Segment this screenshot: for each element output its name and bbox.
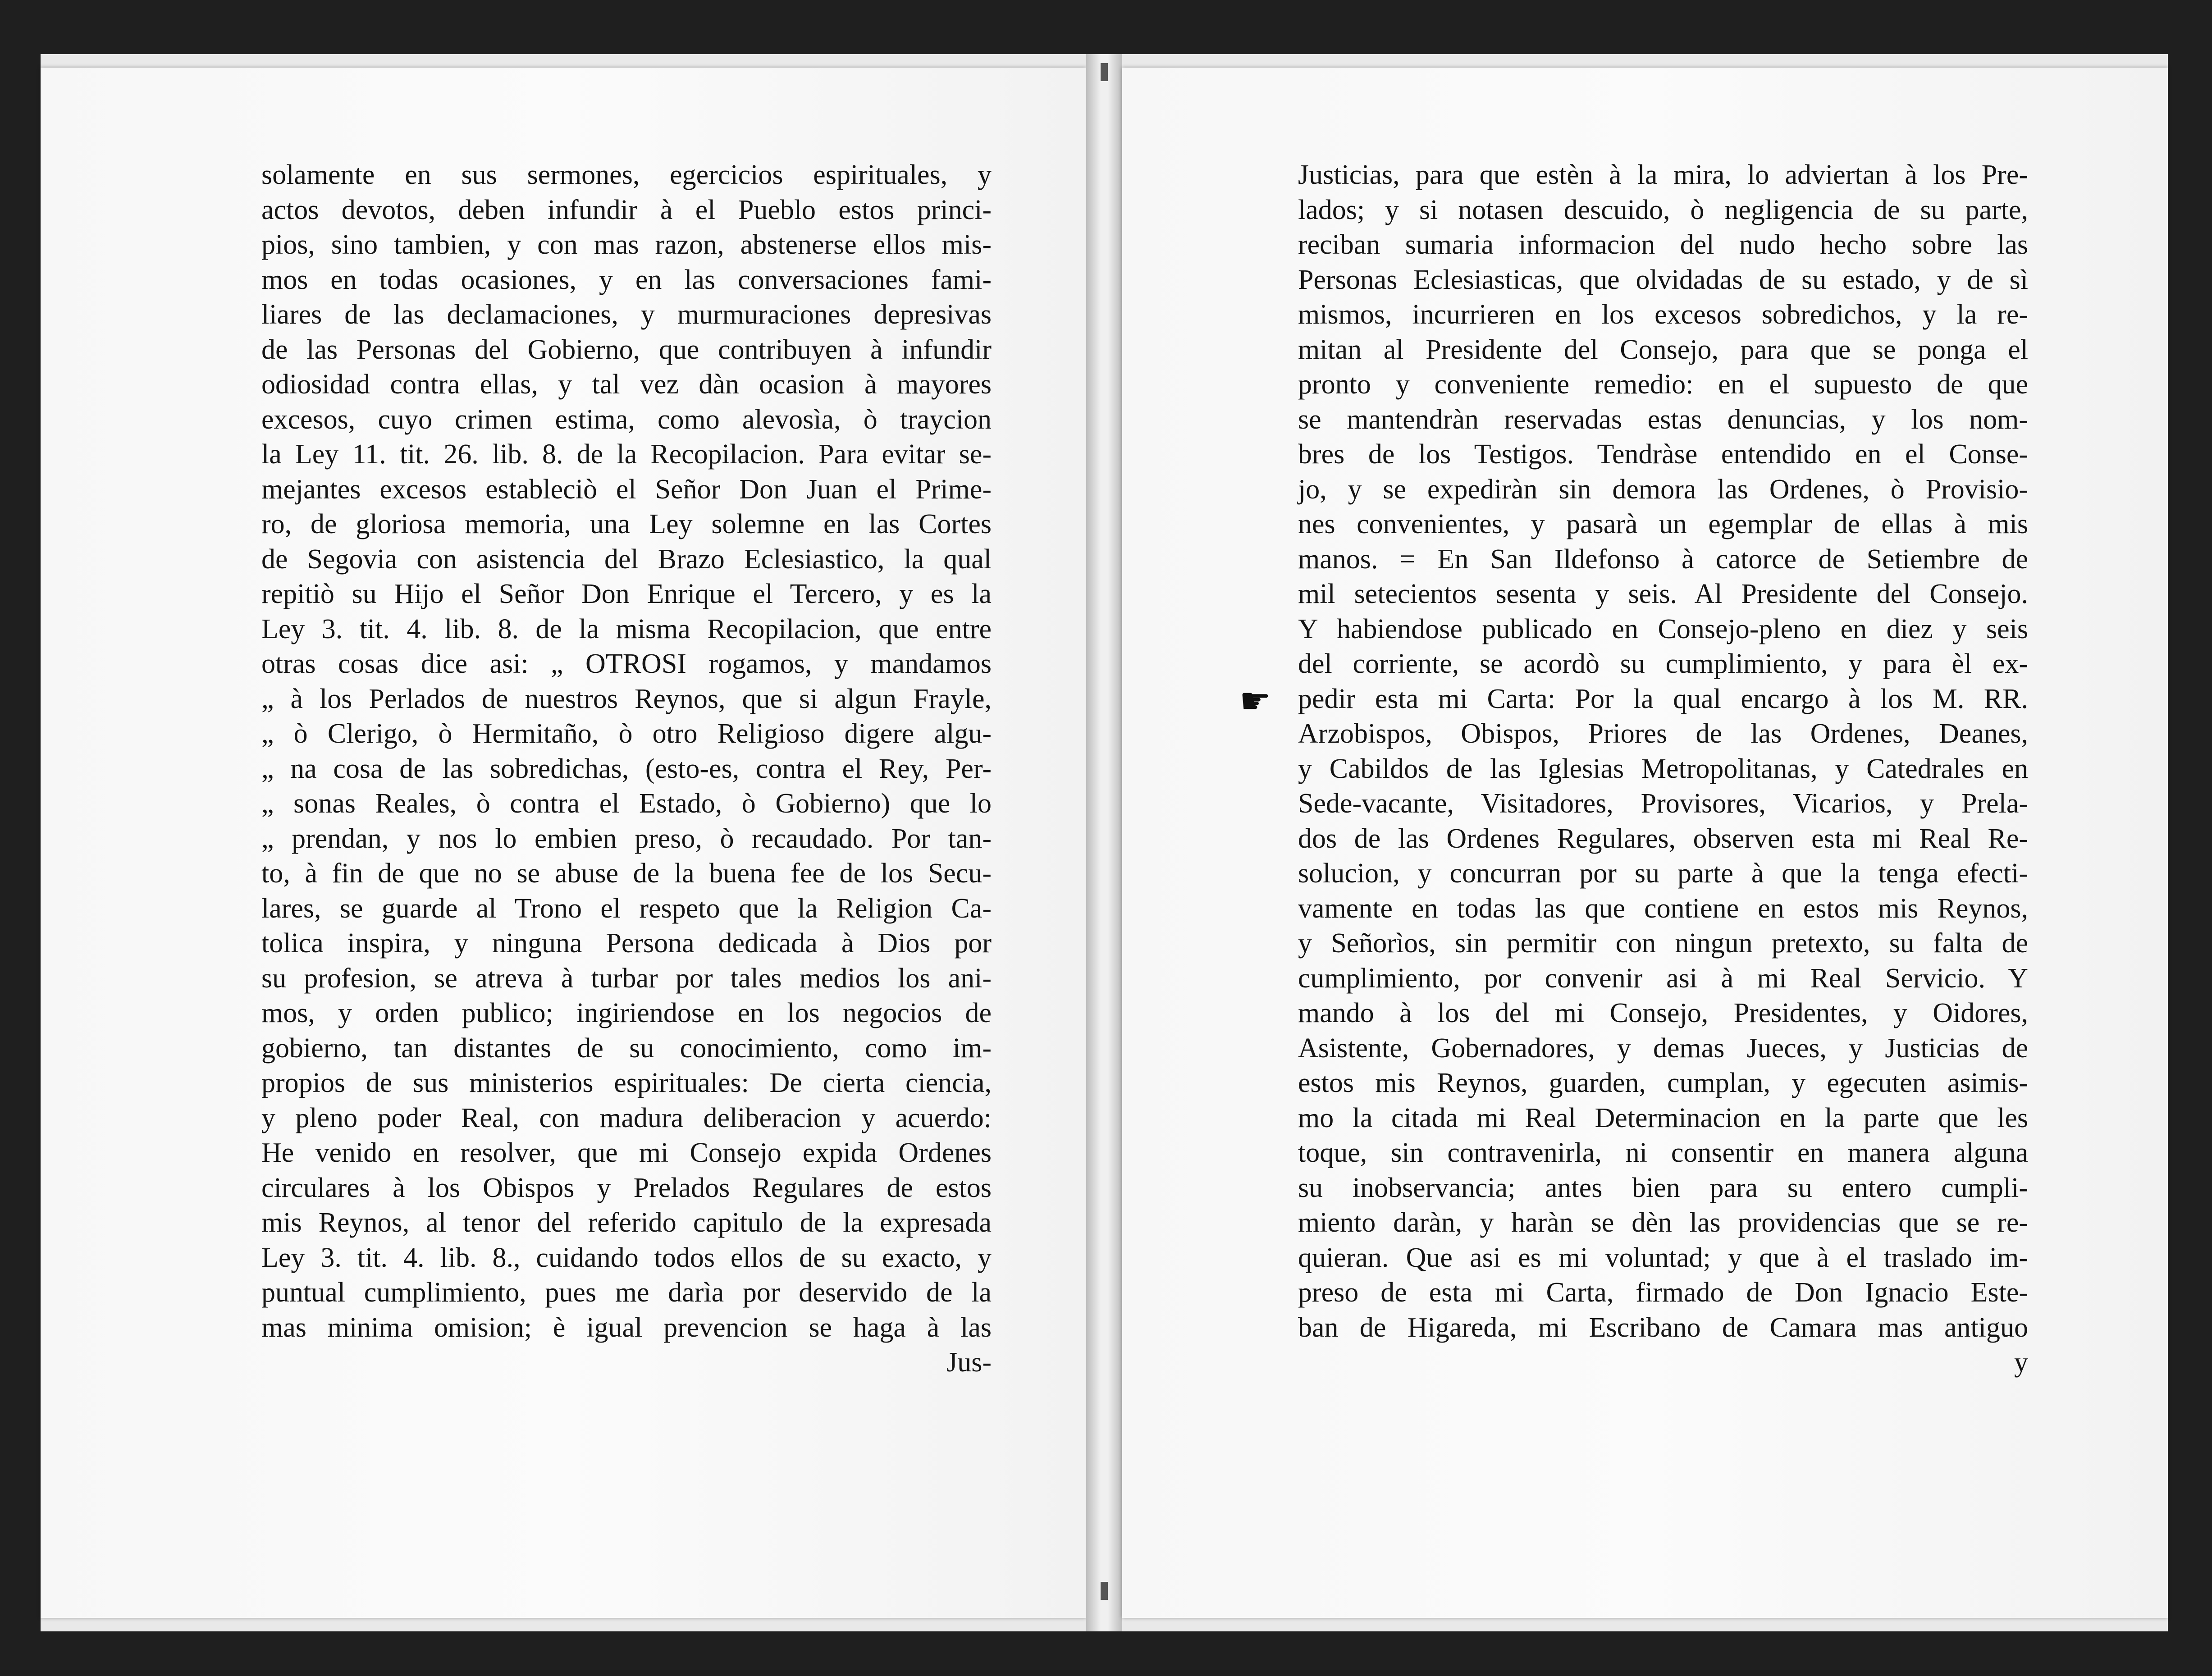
text-line: Asistente, Gobernadores, y demas Jueces, y Justicias de xyxy=(1298,1032,2028,1064)
text-line: odiosidad contra ellas, y tal vez dàn ocasion à mayores xyxy=(261,369,992,400)
text-line: jo, y se expediràn sin demora las Ordenes, ò Provisio- xyxy=(1298,474,2028,505)
text-line: Sede-vacante, Visitadores, Provisores, Vicarios, y Prela- xyxy=(1298,788,2028,819)
text-line: de Segovia con asistencia del Brazo Eclesiastico, la qual xyxy=(261,543,992,575)
text-line: miento daràn, y haràn se dèn las providencias que se re- xyxy=(1298,1207,2028,1238)
text-line: circulares à los Obispos y Prelados Regulares de estos xyxy=(261,1172,992,1203)
text-line: de las Personas del Gobierno, que contribuyen à infundir xyxy=(261,334,992,365)
text-line: ban de Higareda, mi Escribano de Camara mas antiguo xyxy=(1298,1312,2028,1343)
text-line: puntual cumplimiento, pues me darìa por deservido de la xyxy=(261,1277,992,1308)
text-line: He venido en resolver, que mi Consejo expida Ordenes xyxy=(261,1137,992,1168)
text-line: reciban sumaria informacion del nudo hecho sobre las xyxy=(1298,229,2028,260)
text-line: solamente en sus sermones, egercicios espirituales, y xyxy=(261,160,992,190)
manicule-icon: ☛ xyxy=(1239,681,1271,721)
left-page xyxy=(41,68,1086,1618)
text-line: Ley 3. tit. 4. lib. 8. de la misma Recopilacion, que entre xyxy=(261,613,992,644)
text-line: to, à fin de que no se abuse de la buena fee de los Secu- xyxy=(261,858,992,889)
right-page xyxy=(1122,68,2168,1618)
text-line: ro, de gloriosa memoria, una Ley solemne en las Cortes xyxy=(261,509,992,539)
binding-thread-top xyxy=(1101,63,1108,81)
text-line: la Ley 11. tit. 26. lib. 8. de la Recopilacion. Para evitar se- xyxy=(261,439,992,470)
text-line: bres de los Testigos. Tendràse entendido en el Conse- xyxy=(1298,439,2028,470)
text-line: lados; y si notasen descuido, ò negligencia de su parte, xyxy=(1298,194,2028,225)
right-page-text xyxy=(1239,158,2028,1380)
text-line: mo la citada mi Real Determinacion en la parte que les xyxy=(1298,1102,2028,1133)
left-page-text xyxy=(261,158,992,1380)
text-line: mos en todas ocasiones, y en las conversaciones fami- xyxy=(261,264,992,295)
text-line: mil setecientos sesenta y seis. Al Presidente del Consejo. xyxy=(1298,579,2028,609)
text-line: „ à los Perlados de nuestros Reynos, que si algun Frayle, xyxy=(261,683,992,714)
text-line: mando à los del mi Consejo, Presidentes, y Oidores, xyxy=(1298,998,2028,1028)
text-line: Arzobispos, Obispos, Priores de las Ordenes, Deanes, xyxy=(1298,718,2028,749)
text-line: „ na cosa de las sobredichas, (esto-es, contra el Rey, Per- xyxy=(261,753,992,784)
text-line: pios, sino tambien, y con mas razon, abstenerse ellos mis- xyxy=(261,229,992,260)
text-line: pronto y conveniente remedio: en el supuesto de que xyxy=(1298,369,2028,400)
text-line: otras cosas dice asi: „ OTROSI rogamos, y mandamos xyxy=(261,648,992,679)
text-line: su profesion, se atreva à turbar por tales medios los ani- xyxy=(261,963,992,994)
text-line: liares de las declamaciones, y murmuraciones depresivas xyxy=(261,299,992,330)
text-line: „ ò Clerigo, ò Hermitaño, ò otro Religioso digere algu- xyxy=(261,718,992,749)
text-line: propios de sus ministerios espirituales: De cierta ciencia, xyxy=(261,1068,992,1098)
text-line: Justicias, para que estèn à la mira, lo adviertan à los Pre- xyxy=(1298,160,2028,190)
text-line: excesos, cuyo crimen estima, como alevosìa, ò traycion xyxy=(261,404,992,435)
text-line: del corriente, se acordò su cumplimiento, y para èl ex- xyxy=(1298,648,2028,679)
text-line: repitiò su Hijo el Señor Don Enrique el Tercero, y es la xyxy=(261,579,992,609)
text-line: pedir esta mi Carta: Por la qual encargo à los M. RR. xyxy=(1298,683,2028,714)
text-line: actos devotos, deben infundir à el Pueblo estos princi- xyxy=(261,194,992,225)
text-line: dos de las Ordenes Regulares, observen esta mi Real Re- xyxy=(1298,823,2028,854)
text-line: se mantendràn reservadas estas denuncias, y los nom- xyxy=(1298,404,2028,435)
text-line: lares, se guarde al Trono el respeto que la Religion Ca- xyxy=(261,893,992,924)
text-line: „ prendan, y nos lo embien preso, ò recaudado. Por tan- xyxy=(261,823,992,854)
text-line: vamente en todas las que contiene en estos mis Reynos, xyxy=(1298,893,2028,924)
text-line: mos, y orden publico; ingiriendose en los negocios de xyxy=(261,998,992,1028)
text-line: „ sonas Reales, ò contra el Estado, ò Gobierno) que lo xyxy=(261,788,992,819)
text-line: y pleno poder Real, con madura deliberacion y acuerdo: xyxy=(261,1102,992,1133)
text-line: y Cabildos de las Iglesias Metropolitanas, y Catedrales en xyxy=(1298,753,2028,784)
text-line: tolica inspira, y ninguna Persona dedicada à Dios por xyxy=(261,928,992,959)
text-line: cumplimiento, por convenir asi à mi Real Servicio. Y xyxy=(1298,963,2028,994)
text-line: Personas Eclesiasticas, que olvidadas de su estado, y de sì xyxy=(1298,264,2028,295)
text-line: quieran. Que asi es mi voluntad; y que à el traslado im- xyxy=(1298,1242,2028,1273)
book-spread xyxy=(41,54,2168,1631)
text-line: su inobservancia; antes bien para su entero cumpli- xyxy=(1298,1172,2028,1203)
catchword: y xyxy=(2014,1347,2028,1378)
binding-thread-bottom xyxy=(1101,1582,1108,1600)
text-line: Y habiendose publicado en Consejo-pleno en diez y seis xyxy=(1298,613,2028,644)
text-line: mitan al Presidente del Consejo, para que se ponga el xyxy=(1298,334,2028,365)
text-line: mis Reynos, al tenor del referido capitulo de la expresada xyxy=(261,1207,992,1238)
text-line: toque, sin contravenirla, ni consentir en manera alguna xyxy=(1298,1137,2028,1168)
catchword: Jus- xyxy=(946,1347,992,1378)
text-line: Ley 3. tit. 4. lib. 8., cuidando todos ellos de su exacto, y xyxy=(261,1242,992,1273)
text-line: manos. = En San Ildefonso à catorce de Setiembre de xyxy=(1298,543,2028,575)
text-line: preso de esta mi Carta, firmado de Don Ignacio Este- xyxy=(1298,1277,2028,1308)
text-line: nes convenientes, y pasarà un egemplar de ellas à mis xyxy=(1298,509,2028,539)
text-line: estos mis Reynos, guarden, cumplan, y egecuten asimis- xyxy=(1298,1068,2028,1098)
text-line: mas minima omision; è igual prevencion se haga à las xyxy=(261,1312,992,1343)
text-line: mismos, incurrieren en los excesos sobredichos, y la re- xyxy=(1298,299,2028,330)
text-line: solucion, y concurran por su parte à que la tenga efecti- xyxy=(1298,858,2028,889)
text-line: mejantes excesos estableciò el Señor Don Juan el Prime- xyxy=(261,474,992,505)
book-gutter xyxy=(1086,54,1122,1631)
text-line: y Señorìos, sin permitir con ningun pretexto, su falta de xyxy=(1298,928,2028,959)
text-line: gobierno, tan distantes de su conocimiento, como im- xyxy=(261,1032,992,1064)
